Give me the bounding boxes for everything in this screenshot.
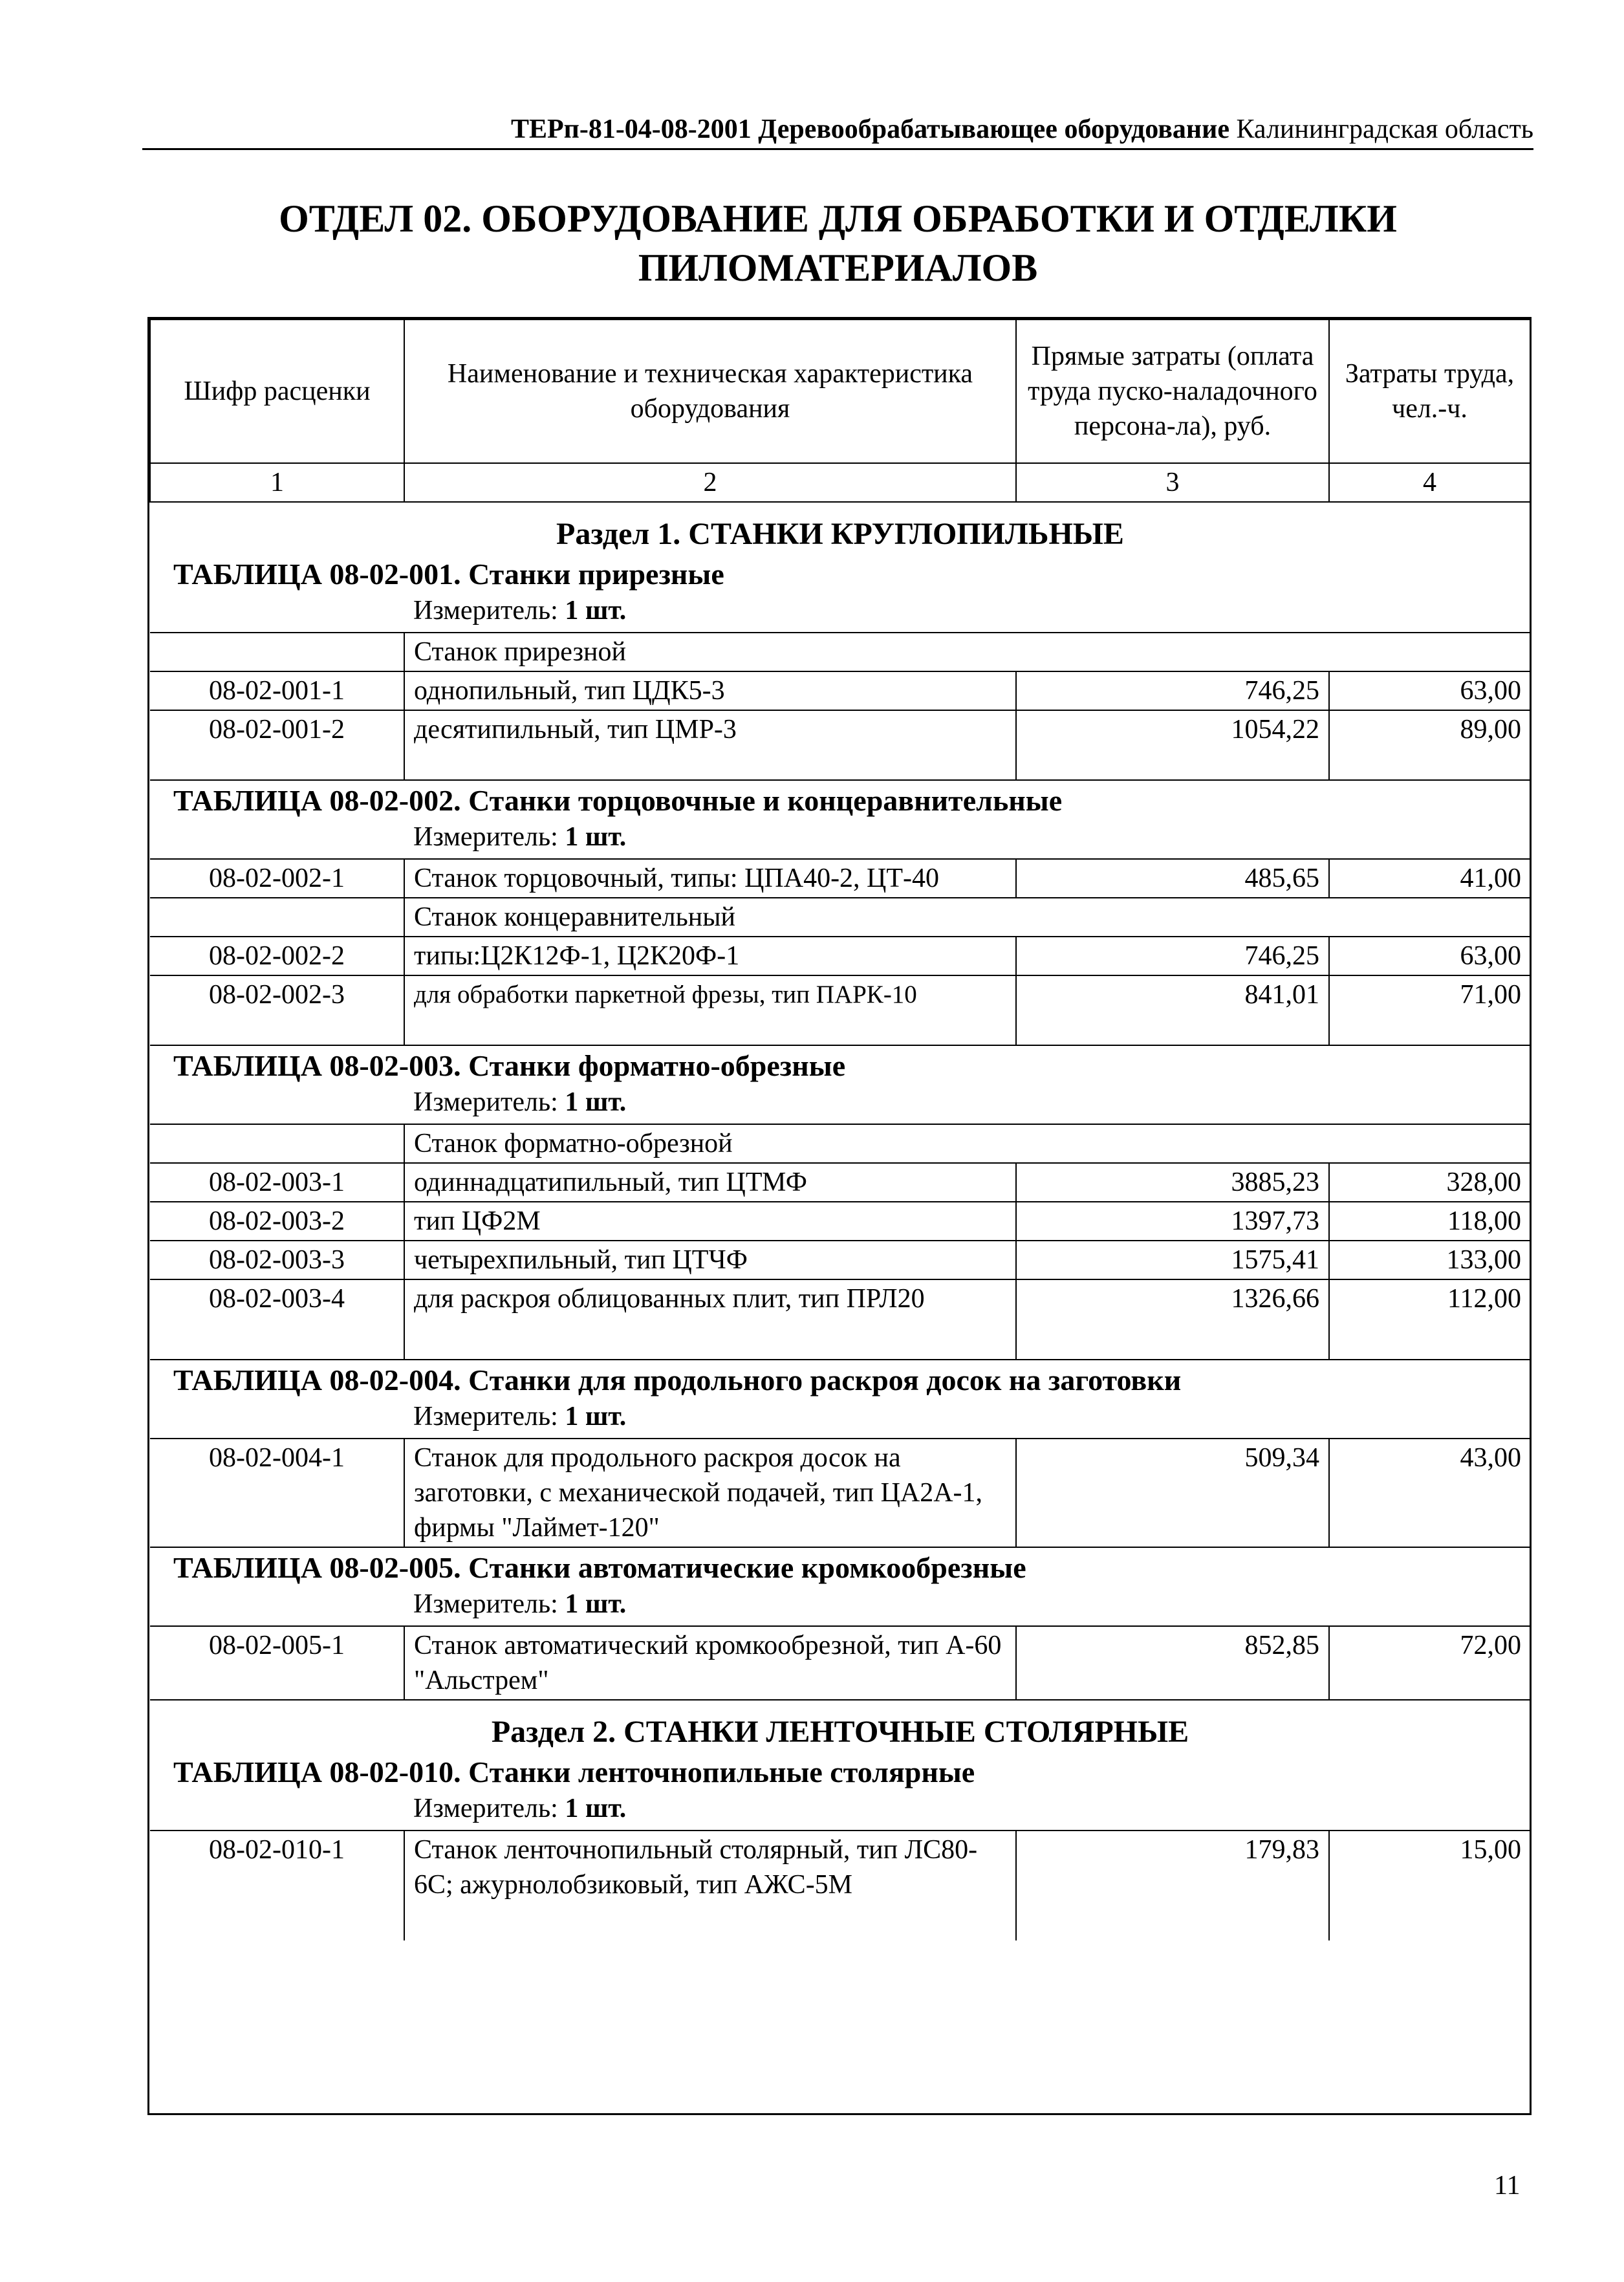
labor-cost: 41,00 <box>1329 859 1530 898</box>
equipment-name: для раскроя облицованных плит, тип ПРЛ20 <box>404 1279 1016 1360</box>
table-row <box>150 1202 1530 1241</box>
table-row <box>150 859 1530 898</box>
measure-row <box>150 593 1530 633</box>
measure-label: Измеритель: 1 шт. <box>413 1794 627 1823</box>
measure-row <box>150 1399 1530 1439</box>
column-number: 4 <box>1329 463 1530 502</box>
rate-code: 08-02-003-4 <box>150 1279 404 1360</box>
document-subject: Деревообрабатывающее оборудование <box>758 114 1229 144</box>
rate-code: 08-02-002-3 <box>150 975 404 1045</box>
labor-cost: 63,00 <box>1329 937 1530 975</box>
table-row <box>150 671 1530 710</box>
table-row <box>150 937 1530 975</box>
labor-cost: 72,00 <box>1329 1626 1530 1700</box>
group-row <box>150 1124 1530 1163</box>
direct-cost: 179,83 <box>1016 1831 1329 1940</box>
rate-code: 08-02-010-1 <box>150 1831 404 1940</box>
measure-row <box>150 820 1530 859</box>
rate-code: 08-02-002-1 <box>150 859 404 898</box>
direct-cost: 1054,22 <box>1016 710 1329 780</box>
rate-code: 08-02-002-2 <box>150 937 404 975</box>
equipment-name: Станок торцовочный, типы: ЦПА40-2, ЦТ-40 <box>404 859 1016 898</box>
equipment-name: четырехпильный, тип ЦТЧФ <box>404 1241 1016 1279</box>
direct-cost: 1326,66 <box>1016 1279 1329 1360</box>
group-label: Станок прирезной <box>404 633 1530 671</box>
equipment-name: одиннадцатипильный, тип ЦТМФ <box>404 1163 1016 1202</box>
equipment-name: Станок ленточнопильный столярный, тип ЛС80-6С; ажурнолобзиковый, тип АЖС-5М <box>404 1831 1016 1940</box>
table-title-row <box>150 1752 1530 1791</box>
measure-row <box>150 1791 1530 1831</box>
header-name: Наименование и техническая характеристика оборудования <box>404 320 1016 463</box>
labor-cost: 15,00 <box>1329 1831 1530 1940</box>
measure-label: Измеритель: 1 шт. <box>413 596 627 625</box>
rate-code: 08-02-005-1 <box>150 1626 404 1700</box>
equipment-name: тип ЦФ2М <box>404 1202 1016 1241</box>
table-title-row <box>150 780 1530 820</box>
column-number: 3 <box>1016 463 1329 502</box>
section-title-line1: ОТДЕЛ 02. ОБОРУДОВАНИЕ ДЛЯ ОБРАБОТКИ И ОТДЕЛКИ <box>279 197 1397 240</box>
group-row <box>150 898 1530 937</box>
rate-code: 08-02-003-1 <box>150 1163 404 1202</box>
labor-cost: 71,00 <box>1329 975 1530 1045</box>
measure-label: Измеритель: 1 шт. <box>413 1087 627 1117</box>
table-title: ТАБЛИЦА 08-02-005. Станки автоматические кромкообрезные <box>173 1551 1026 1584</box>
measure-label: Измеритель: 1 шт. <box>413 1589 627 1619</box>
equipment-name: Станок автоматический кромкообрезной, тип А-60 "Альстрем" <box>404 1626 1016 1700</box>
labor-cost: 43,00 <box>1329 1439 1530 1547</box>
page-number: 11 <box>1494 2171 1521 2200</box>
part-heading-row <box>150 1700 1530 1752</box>
equipment-name: для обработки паркетной фрезы, тип ПАРК-10 <box>404 975 1016 1045</box>
table-title-row <box>150 554 1530 593</box>
rate-code: 08-02-003-3 <box>150 1241 404 1279</box>
measure-label: Измеритель: 1 шт. <box>413 1402 627 1431</box>
table-title: ТАБЛИЦА 08-02-004. Станки для продольного раскроя досок на заготовки <box>173 1364 1182 1396</box>
equipment-name: десятипильный, тип ЦМР-3 <box>404 710 1016 780</box>
table-title-row <box>150 1045 1530 1085</box>
group-label: Станок форматно-обрезной <box>404 1124 1530 1163</box>
labor-cost: 133,00 <box>1329 1241 1530 1279</box>
header-code: Шифр расценки <box>150 320 404 463</box>
column-numbers-row <box>150 463 1530 502</box>
measure-row <box>150 1587 1530 1626</box>
measure-row <box>150 1085 1530 1124</box>
equipment-name: однопильный, тип ЦДК5-3 <box>404 671 1016 710</box>
section-title <box>149 194 1527 292</box>
table-header-row <box>150 320 1530 463</box>
price-table <box>147 317 1532 2115</box>
table-row <box>150 975 1530 1045</box>
table-row <box>150 1279 1530 1360</box>
table-title: ТАБЛИЦА 08-02-010. Станки ленточнопильные столярные <box>173 1755 975 1788</box>
part-heading: Раздел 1. СТАНКИ КРУГЛОПИЛЬНЫЕ <box>556 517 1124 551</box>
direct-cost: 485,65 <box>1016 859 1329 898</box>
direct-cost: 1397,73 <box>1016 1202 1329 1241</box>
column-number: 1 <box>150 463 404 502</box>
labor-cost: 89,00 <box>1329 710 1530 780</box>
direct-cost: 3885,23 <box>1016 1163 1329 1202</box>
measure-label: Измеритель: 1 шт. <box>413 822 627 852</box>
table-title-row <box>150 1360 1530 1399</box>
table-title: ТАБЛИЦА 08-02-003. Станки форматно-обрезные <box>173 1049 846 1082</box>
direct-cost: 841,01 <box>1016 975 1329 1045</box>
table-row <box>150 1439 1530 1547</box>
table-title-row <box>150 1547 1530 1587</box>
rate-code: 08-02-004-1 <box>150 1439 404 1547</box>
document-code: ТЕРп-81-04-08-2001 <box>510 114 752 144</box>
group-label: Станок концеравнительный <box>404 898 1530 937</box>
table-row <box>150 1626 1530 1700</box>
rate-code: 08-02-001-2 <box>150 710 404 780</box>
direct-cost: 746,25 <box>1016 937 1329 975</box>
part-heading: Раздел 2. СТАНКИ ЛЕНТОЧНЫЕ СТОЛЯРНЫЕ <box>491 1715 1189 1749</box>
table-row <box>150 1241 1530 1279</box>
header-cost: Прямые затраты (оплата труда пуско-наладочного персона-ла), руб. <box>1016 320 1329 463</box>
labor-cost: 63,00 <box>1329 671 1530 710</box>
labor-cost: 112,00 <box>1329 1279 1530 1360</box>
table-title: ТАБЛИЦА 08-02-002. Станки торцовочные и концеравнительные <box>173 784 1063 817</box>
table-row <box>150 710 1530 780</box>
labor-cost: 328,00 <box>1329 1163 1530 1202</box>
section-title-line2: ПИЛОМАТЕРИАЛОВ <box>638 246 1038 289</box>
running-head <box>142 111 1533 147</box>
document-region: Калининградская область <box>1236 114 1533 144</box>
table-row <box>150 1831 1530 1940</box>
column-number: 2 <box>404 463 1016 502</box>
direct-cost: 1575,41 <box>1016 1241 1329 1279</box>
table-row <box>150 1163 1530 1202</box>
direct-cost: 509,34 <box>1016 1439 1329 1547</box>
header-labor: Затраты труда, чел.-ч. <box>1329 320 1530 463</box>
direct-cost: 852,85 <box>1016 1626 1329 1700</box>
table-title: ТАБЛИЦА 08-02-001. Станки прирезные <box>173 558 724 591</box>
rate-code: 08-02-001-1 <box>150 671 404 710</box>
labor-cost: 118,00 <box>1329 1202 1530 1241</box>
direct-cost: 746,25 <box>1016 671 1329 710</box>
rate-code: 08-02-003-2 <box>150 1202 404 1241</box>
group-row <box>150 633 1530 671</box>
equipment-name: типы:Ц2К12Ф-1, Ц2К20Ф-1 <box>404 937 1016 975</box>
equipment-name: Станок для продольного раскроя досок на заготовки, с механической подачей, тип ЦА2А-1, фирмы "Лаймет-120" <box>404 1439 1016 1547</box>
header-rule <box>142 148 1533 150</box>
part-heading-row <box>150 502 1530 554</box>
